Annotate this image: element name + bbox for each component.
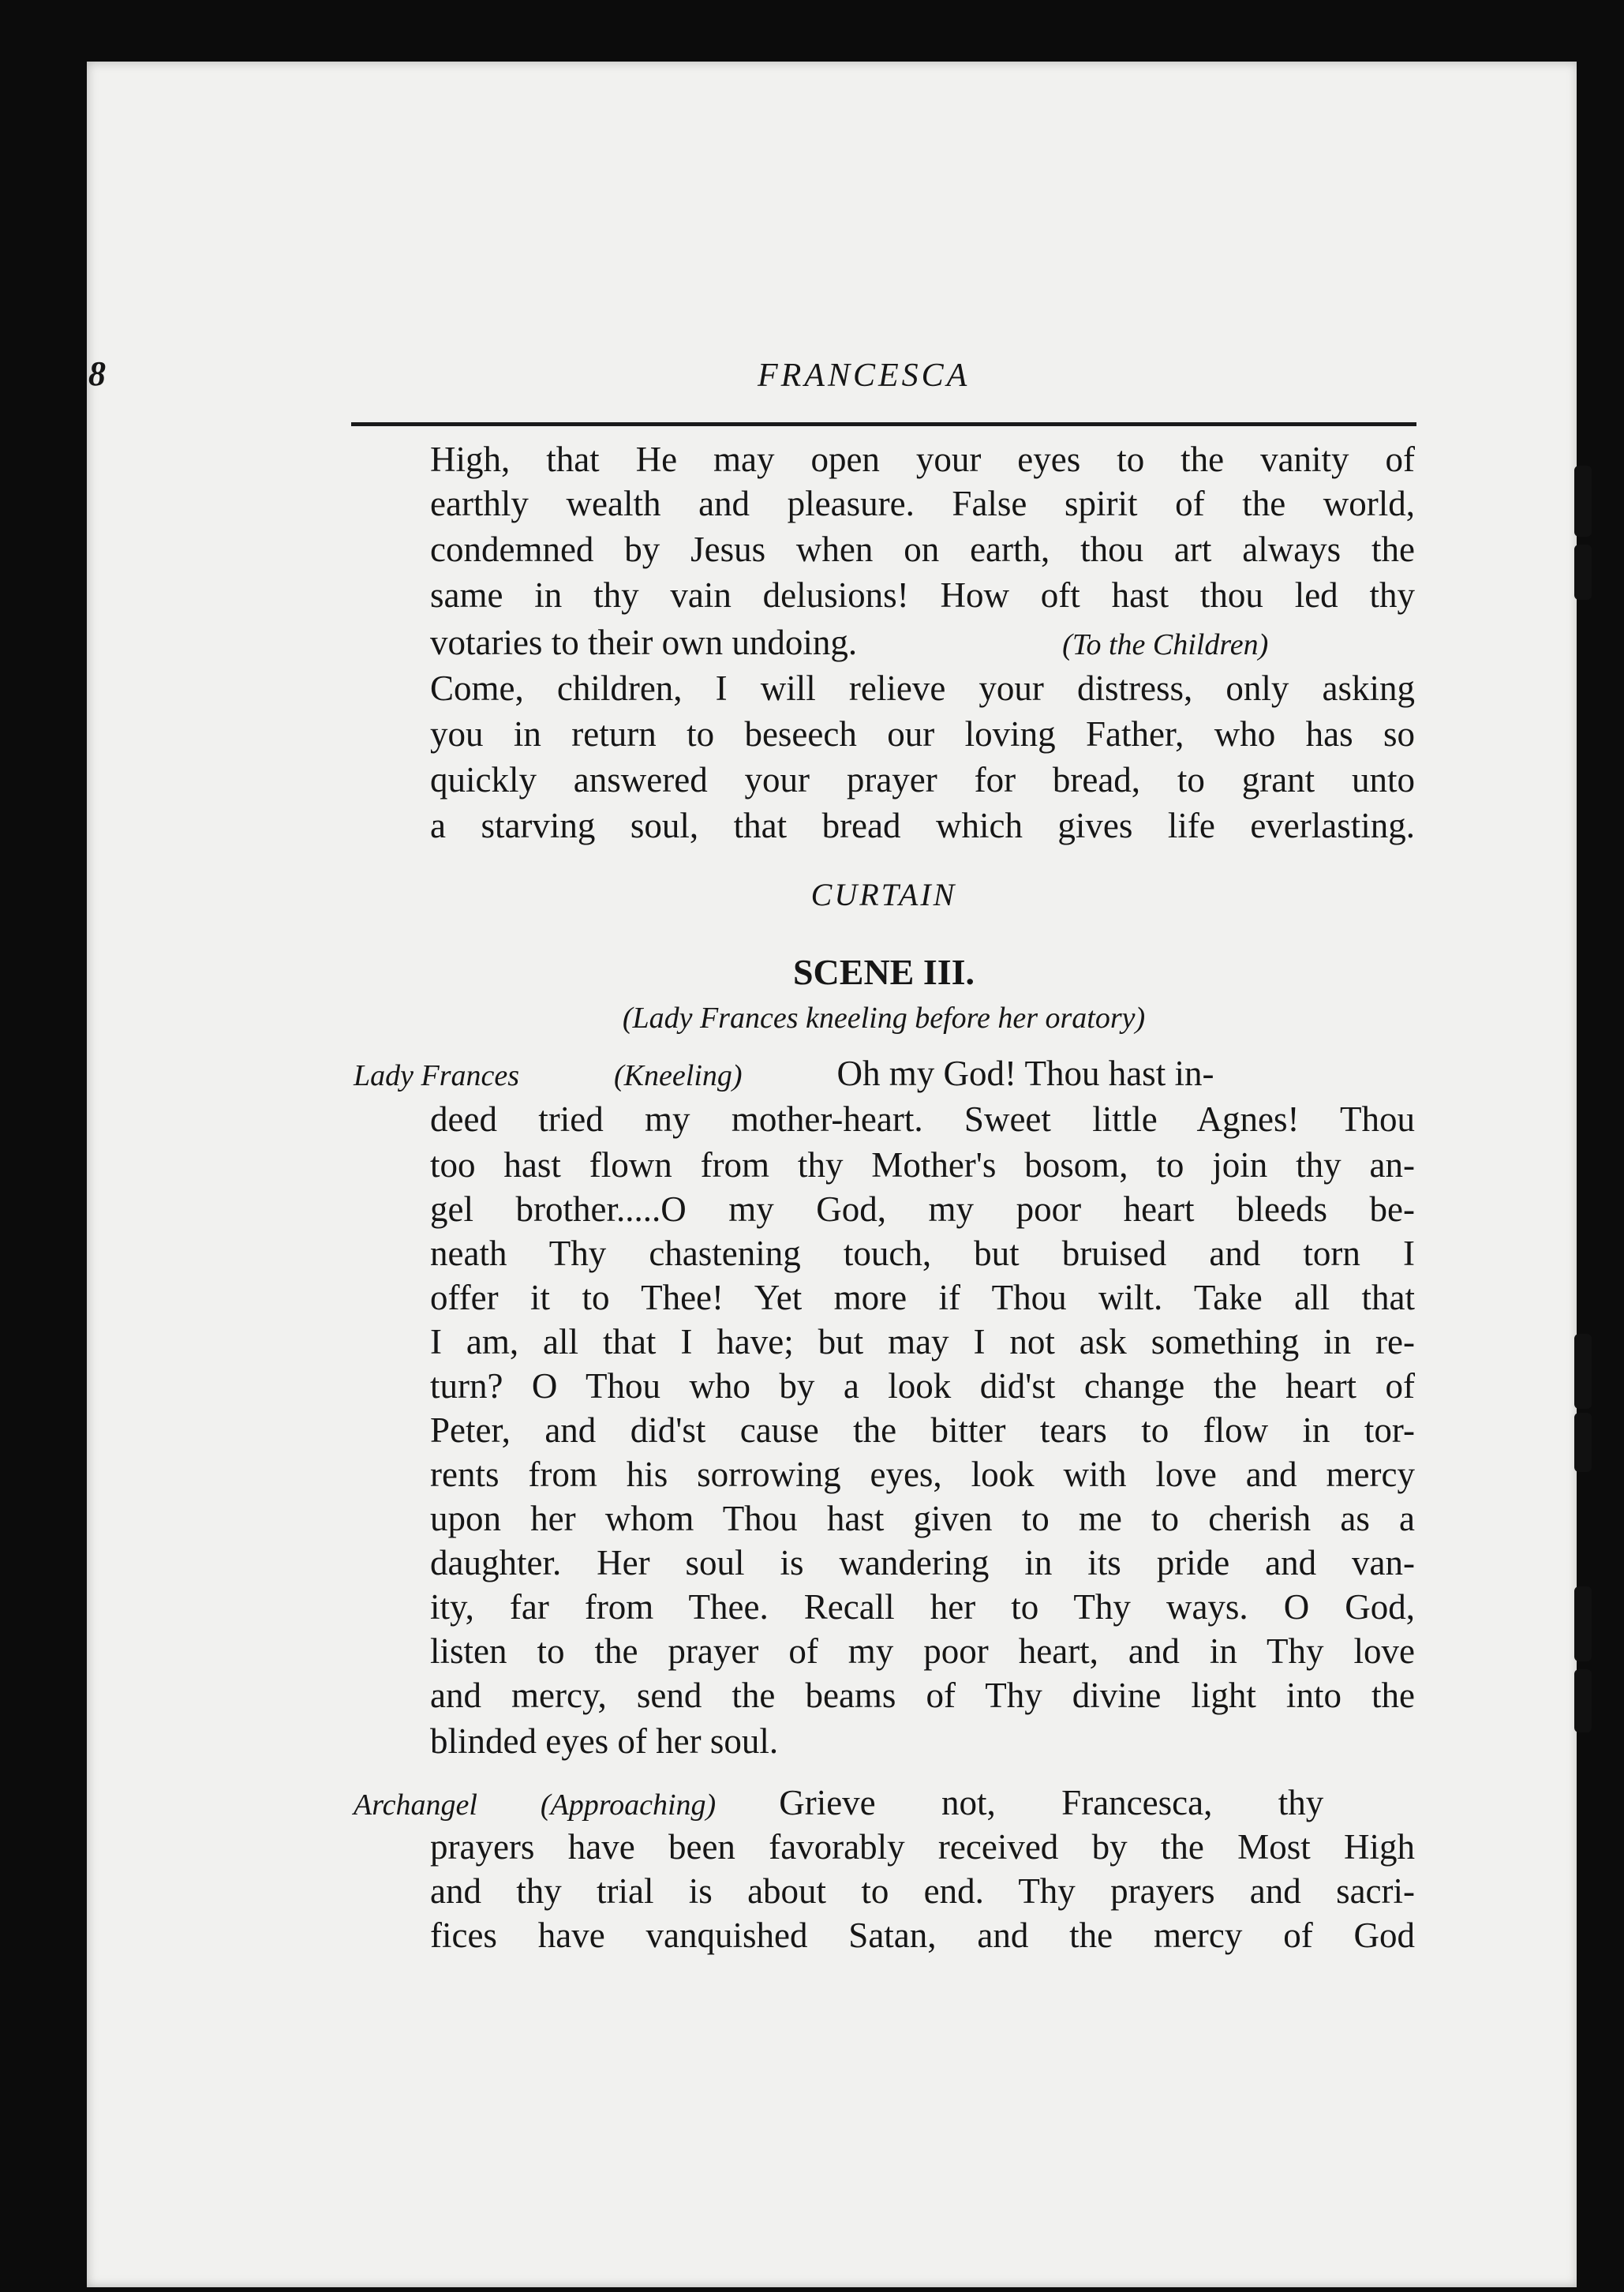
stage-direction: (Approaching) [540,1788,717,1822]
text-line: upon her whom Thou hast given to me to cherish as a [430,1499,1415,1538]
text-line: condemned by Jesus when on earth, thou art always the [430,530,1415,569]
text-line: a starving soul, that bread which gives life everlasting. [430,806,1415,845]
speaker-name: Lady Frances [354,1059,520,1092]
text-line: blinded eyes of her soul. [430,1721,779,1761]
text-line: you in return to beseech our loving Father, who has so [430,714,1415,754]
speech-first-line [354,1056,1415,1092]
text-line: rents from his sorrowing eyes, look with love and mercy [430,1455,1415,1494]
text-line: prayers have been favorably received by the Most High [430,1827,1415,1867]
text-line: High, that He may open your eyes to the vanity of [430,440,1415,479]
text-line: deed tried my mother-heart. Sweet little Agnes! Thou [430,1099,1415,1139]
text-line: earthly wealth and pleasure. False spirit of the world, [430,484,1415,523]
speaker-name: Archangel [354,1788,477,1822]
text-line: neath Thy chastening touch, but bruised and torn I [430,1234,1415,1273]
running-title: FRANCESCA [758,358,971,394]
text-line: listen to the prayer of my poor heart, and in Thy love [430,1631,1415,1671]
text-line: Peter, and did'st cause the bitter tears to flow in tor- [430,1410,1415,1450]
text-line: daughter. Her soul is wandering in its pride and van- [430,1543,1415,1582]
text-line-with-direction [430,625,1415,661]
text-line: too hast flown from thy Mother's bosom, to join thy an- [430,1145,1415,1185]
text-line: Grieve not, Francesca, thy [779,1783,1324,1822]
text-line: ity, far from Thee. Recall her to Thy ways. O God, [430,1587,1415,1627]
text-line: offer it to Thee! Yet more if Thou wilt. Take all that [430,1278,1415,1317]
text-line: quickly answered your prayer for bread, to grant unto [430,760,1415,800]
text-line: Oh my God! Thou hast in- [836,1054,1214,1093]
speech-first-line [354,1785,1415,1821]
text-line: Come, children, I will relieve your distress, only asking [430,668,1415,708]
text-line: votaries to their own undoing. [430,623,858,662]
text-line: fices have vanquished Satan, and the mercy of God [430,1916,1415,1955]
page-number: 8 [88,354,106,393]
text-line: same in thy vain delusions! How oft hast thou led thy [430,575,1415,615]
text-line: I am, all that I have; but may I not ask something in re- [430,1322,1415,1361]
scene-title: SCENE III. [792,952,975,992]
text-line: and thy trial is about to end. Thy prayers and sacri- [430,1871,1415,1911]
stage-direction: (Kneeling) [614,1059,743,1092]
scene-direction: (Lady Frances kneeling before her oratory) [622,1002,1146,1035]
stage-direction: (To the Children) [1062,628,1269,661]
text-line: turn? O Thou who by a look did'st change the heart of [430,1366,1415,1406]
text-line: gel brother.....O my God, my poor heart bleeds be- [430,1189,1415,1229]
header-rule [351,422,1416,426]
text-line: and mercy, send the beams of Thy divine light into the [430,1676,1415,1715]
curtain-label: CURTAIN [810,877,957,912]
